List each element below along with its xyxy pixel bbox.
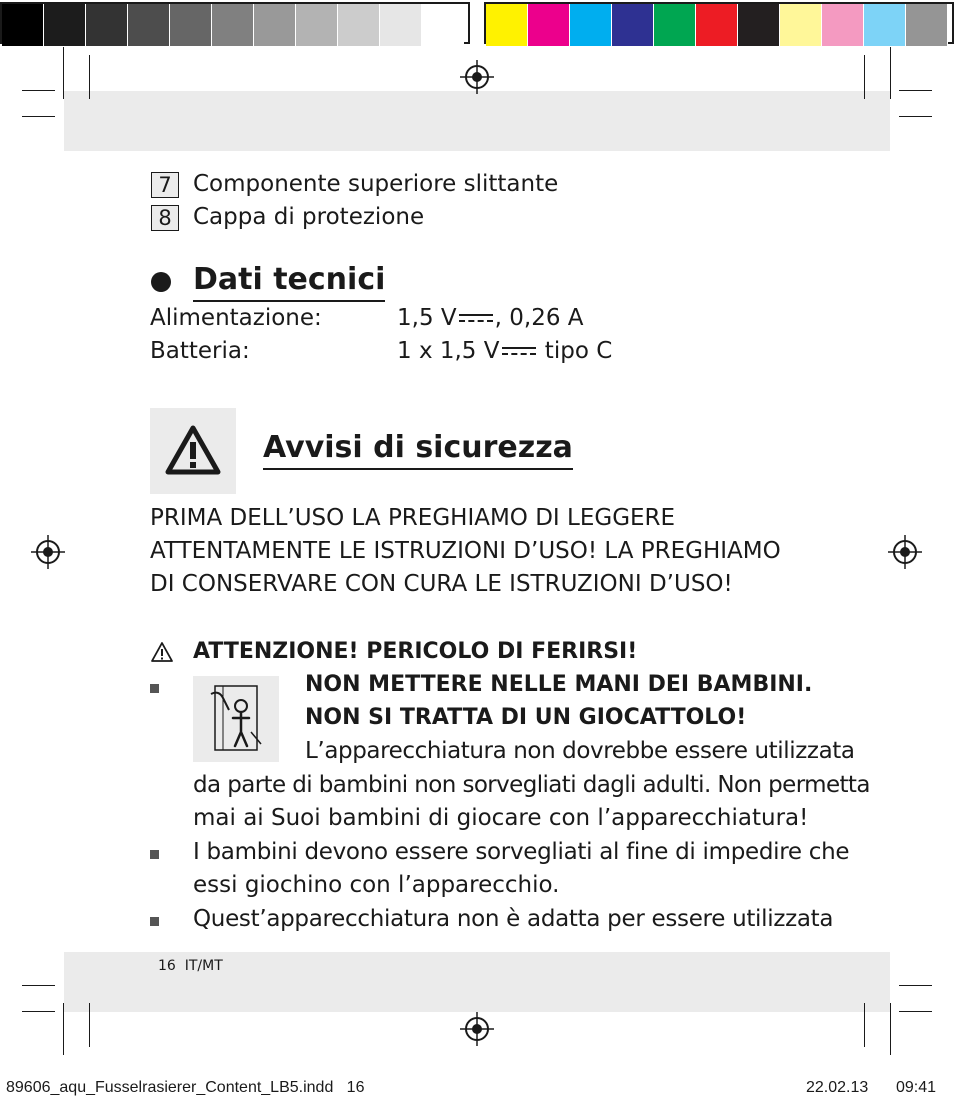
slug-time: 09:41 <box>896 1079 937 1096</box>
crop-mark <box>22 985 55 986</box>
crop-mark <box>890 47 891 99</box>
color-swatch <box>86 4 128 46</box>
warning-title: ATTENZIONE! PERICOLO DI FERIRSI! <box>193 639 638 664</box>
tech-label: Alimentazione: <box>150 305 322 331</box>
heading-bullet <box>151 272 171 292</box>
color-swatch <box>254 4 296 46</box>
crop-mark <box>22 116 55 117</box>
color-swatch <box>822 4 864 46</box>
crop-mark <box>890 1003 891 1055</box>
color-swatch <box>422 4 464 46</box>
crop-mark <box>63 1003 64 1055</box>
gray-scale-bar <box>0 2 470 44</box>
item-text-line: Quest’apparecchiatura non è adatta per essere utilizzata <box>193 906 834 932</box>
item-text-line: da parte di bambini non sorvegliati dagli adulti. Non permetta <box>193 772 870 798</box>
crop-mark <box>89 1003 90 1047</box>
color-swatch <box>738 4 780 46</box>
registration-mark-icon <box>31 535 65 569</box>
color-scale-bar <box>484 2 954 44</box>
color-swatch <box>486 4 528 46</box>
color-swatch <box>44 4 86 46</box>
color-swatch <box>570 4 612 46</box>
crop-mark <box>899 985 932 986</box>
tech-value: 1 x 1,5 V tipo C <box>397 338 613 364</box>
child-warning-pictogram <box>193 676 279 762</box>
list-bullet <box>150 684 159 693</box>
color-swatch <box>864 4 906 46</box>
safety-intro-line: DI CONSERVARE CON CURA LE ISTRUZIONI D’USO! <box>150 571 733 597</box>
crop-mark <box>22 90 55 91</box>
safety-intro-line: ATTENTAMENTE LE ISTRUZIONI D’USO! LA PREGHIAMO <box>150 538 781 564</box>
item-bold-line: NON SI TRATTA DI UN GIOCATTOLO! <box>305 705 747 730</box>
list-bullet <box>150 850 159 859</box>
color-swatch <box>338 4 380 46</box>
crop-mark <box>89 55 90 99</box>
color-swatch <box>296 4 338 46</box>
crop-mark <box>899 1011 932 1012</box>
color-swatch <box>380 4 422 46</box>
list-bullet <box>150 917 159 926</box>
color-swatch <box>906 4 948 46</box>
item-bold-line: NON METTERE NELLE MANI DEI BAMBINI. <box>305 672 813 697</box>
item-text-line: L’apparecchiatura non dovrebbe essere utilizzata <box>305 738 855 764</box>
child-hazard-icon <box>193 676 279 762</box>
registration-mark-icon <box>460 60 494 94</box>
component-label: Componente superiore slittante <box>193 171 559 197</box>
item-text-line: essi giochino con l’apparecchio. <box>193 872 560 898</box>
crop-mark <box>864 55 865 99</box>
crop-mark <box>864 1003 865 1047</box>
top-band <box>64 91 890 151</box>
color-swatch <box>128 4 170 46</box>
safety-intro-line: PRIMA DELL’USO LA PREGHIAMO DI LEGGERE <box>150 505 676 531</box>
section-heading-safety: Avvisi di sicurezza <box>263 430 573 470</box>
tech-value: 1,5 V , 0,26 A <box>397 305 584 331</box>
color-swatch <box>780 4 822 46</box>
registration-mark-icon <box>460 1012 494 1046</box>
slug-date: 22.02.13 <box>806 1079 869 1096</box>
crop-mark <box>899 116 932 117</box>
item-text-line: mai ai Suoi bambini di giocare con l’apparecchiatura! <box>193 805 809 831</box>
crop-mark <box>63 47 64 99</box>
color-swatch <box>612 4 654 46</box>
crop-mark <box>899 90 932 91</box>
crop-mark <box>22 1011 55 1012</box>
warning-triangle-icon <box>150 408 236 494</box>
registration-mark-icon <box>888 535 922 569</box>
color-swatch <box>696 4 738 46</box>
color-swatch <box>528 4 570 46</box>
color-swatch <box>170 4 212 46</box>
tech-label: Batteria: <box>150 338 250 364</box>
component-label: Cappa di protezione <box>193 204 425 230</box>
color-swatch <box>654 4 696 46</box>
color-swatch <box>212 4 254 46</box>
warning-icon-box <box>150 408 236 494</box>
direct-current-icon <box>459 314 493 324</box>
page-number: 16 IT/MT <box>158 958 223 974</box>
component-number: 7 <box>151 172 179 198</box>
component-number: 8 <box>151 205 179 231</box>
direct-current-icon <box>502 347 536 357</box>
section-heading-tech: Dati tecnici <box>193 262 385 302</box>
color-swatch <box>2 4 44 46</box>
small-warning-icon <box>150 641 174 663</box>
item-text-line: I bambini devono essere sorvegliati al fine di impedire che <box>193 839 850 865</box>
slug-filename: 89606_aqu_Fusselrasierer_Content_LB5.indd 16 <box>6 1079 365 1096</box>
